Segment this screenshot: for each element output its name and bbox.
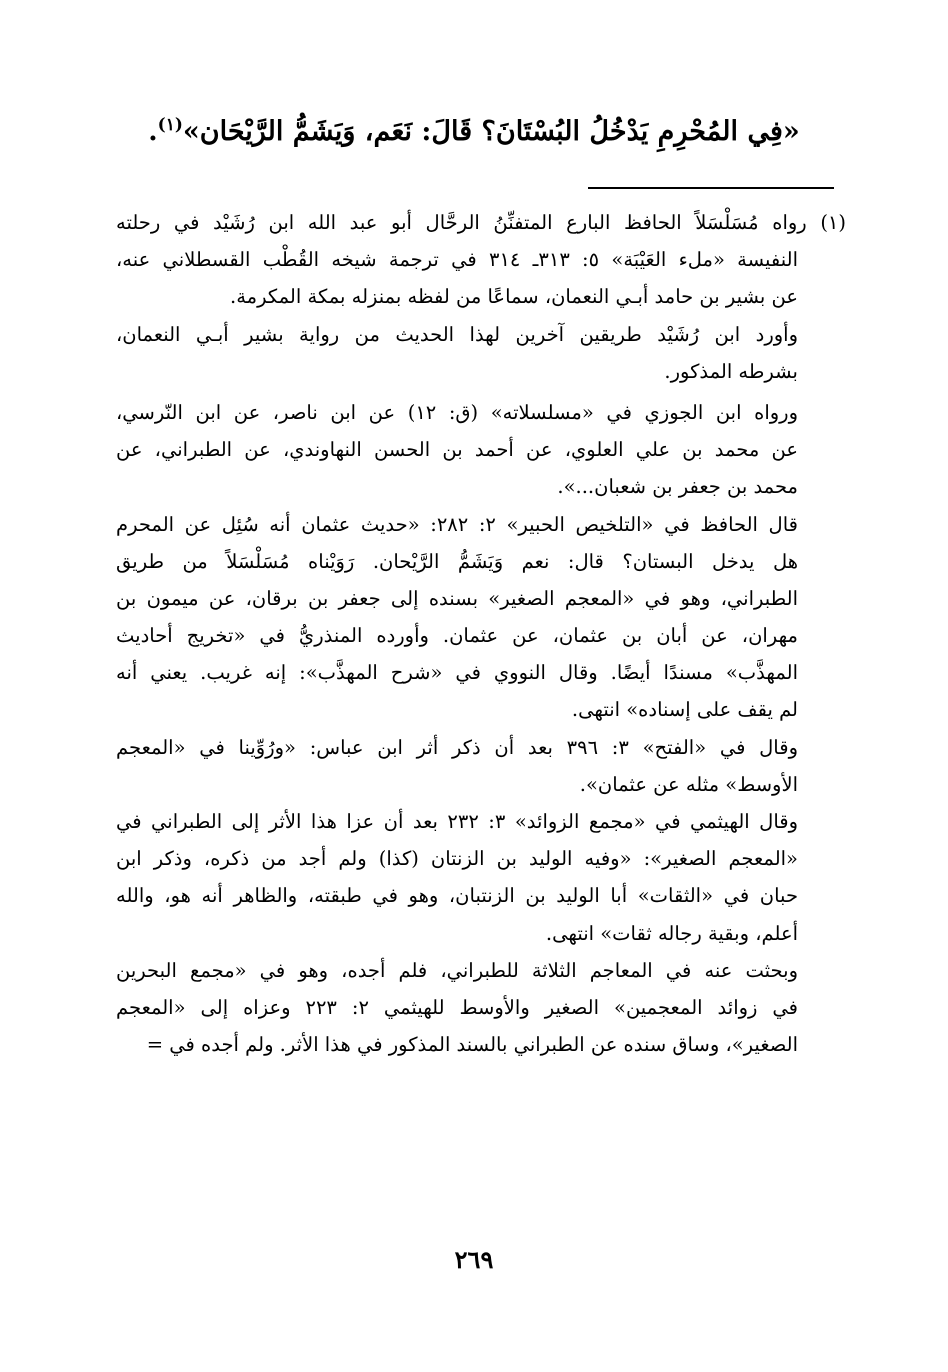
main-text <box>120 112 828 152</box>
footnote-line: المهذَّب» مسندًا أيضًا. وقال النووي في «شرح المهذَّب»: إنه غريب. يعني أنه <box>116 661 798 685</box>
footnote-line: لم يقف على إسناده» انتهى. <box>571 698 798 722</box>
main-text-end-punct: . <box>148 116 158 147</box>
footnote-line: هل يدخل البستان؟ قال: نعم وَيَشَمُّ الرَّيْحان. رَوَيْناه مُسَلْسَلاً من طريق <box>116 549 798 573</box>
footnote-line: محمد بن جعفر بن شعبان...». <box>557 475 798 499</box>
footnote-line <box>116 204 846 241</box>
footnote-line: ورواه ابن الجوزي في «مسلسلاته» (ق: ١٢) عن ابن ناصر، عن ابن النّرسي، <box>116 400 798 424</box>
footnote-reference: (١) <box>157 115 183 135</box>
footnote-line: مهران، عن أبان بن عثمان، عن عثمان. وأورده المنذريُّ في «تخريج أحاديث <box>116 624 798 648</box>
footnote-marker: (١) <box>820 211 846 234</box>
footnote-line: وأورد ابن رُشَيْد طريقين آخرين لهذا الحديث من رواية بشير أبـي النعمان، <box>116 322 798 346</box>
footnote-line: حبان في «الثقات» أبا الوليد بن الزنتبان، وهو في طبقته، والظاهر أنه هو، والله <box>116 884 798 908</box>
footnote-line: قال الحافظ في «التلخيص الحبير» ٢: ٢٨٢: «حديث عثمان أنه سُئِل عن المحرم <box>116 512 798 536</box>
footnote-line: النفيسة «ملء العَيْبَة» ٥: ٣١٣ـ ٣١٤ في ترجمة شيخه القُطْب القسطلاني عنه، <box>116 248 798 272</box>
footnote-line: «المعجم الصغير»: «وفيه الوليد بن الزنتان (كذا) ولم أجد من ذكره، وذكر ابن <box>116 847 798 871</box>
footnote-line: وقال الهيثمي في «مجمع الزوائد» ٣: ٢٣٢ بعد أن عزا هذا الأثر إلى الطبراني في <box>116 810 798 833</box>
page-number: ٢٦٩ <box>454 1245 494 1274</box>
footnote-line: وبحثت عنه في المعاجم الثلاثة للطبراني، فلم أجده، وهو في «مجمع البحرين <box>116 958 798 982</box>
footnote-line: الطبراني، وهو في «المعجم الصغير» بسنده إلى جعفر بن برقان، عن ميمون بن <box>116 586 798 610</box>
footnote-line: الصغير»، وساق سنده عن الطبراني بالسند المذكور في هذا الأثر. ولم أجده في = <box>146 1033 798 1057</box>
footnote-line: وقال في «الفتح» ٣: ٣٩٦ بعد أن ذكر أثر ابن عباس: «ورُوِّينا في «المعجم <box>116 735 798 759</box>
footnote-line: في زوائد المعجمين» الصغير والأوسط للهيثمي ٢: ٢٢٣ وعزاه إلى «المعجم <box>116 995 798 1019</box>
footnote-line: عن محمد بن علي العلوي، عن أحمد بن الحسن النهاوندي، عن الطبراني، عن <box>116 438 798 462</box>
footnote <box>116 204 846 1063</box>
footnote-line: أعلم، وبقية رجاله ثقات» انتهى. <box>545 921 798 945</box>
main-text-body: «فِي المُحْرِمِ يَدْخُلُ البُسْتَانَ؟ قَالَ: نَعَم، وَيَشَمُّ الرَّيْحَان» <box>182 116 800 147</box>
footnote-line: بشرطه المذكور. <box>664 359 798 383</box>
footnote-line-text: رواه مُسَلْسَلاً الحافظ البارع المتفنِّنُ الرحَّال أبو عبد الله ابن رُشَيْد في رحلته <box>116 211 807 234</box>
footnote-line: الأوسط» مثله عن عثمان». <box>579 772 798 796</box>
footnote-line: عن بشير بن حامد أبـي النعمان، سماعًا من لفظه بمنزله بمكة المكرمة. <box>230 285 798 309</box>
footnote-separator-line <box>588 187 834 189</box>
